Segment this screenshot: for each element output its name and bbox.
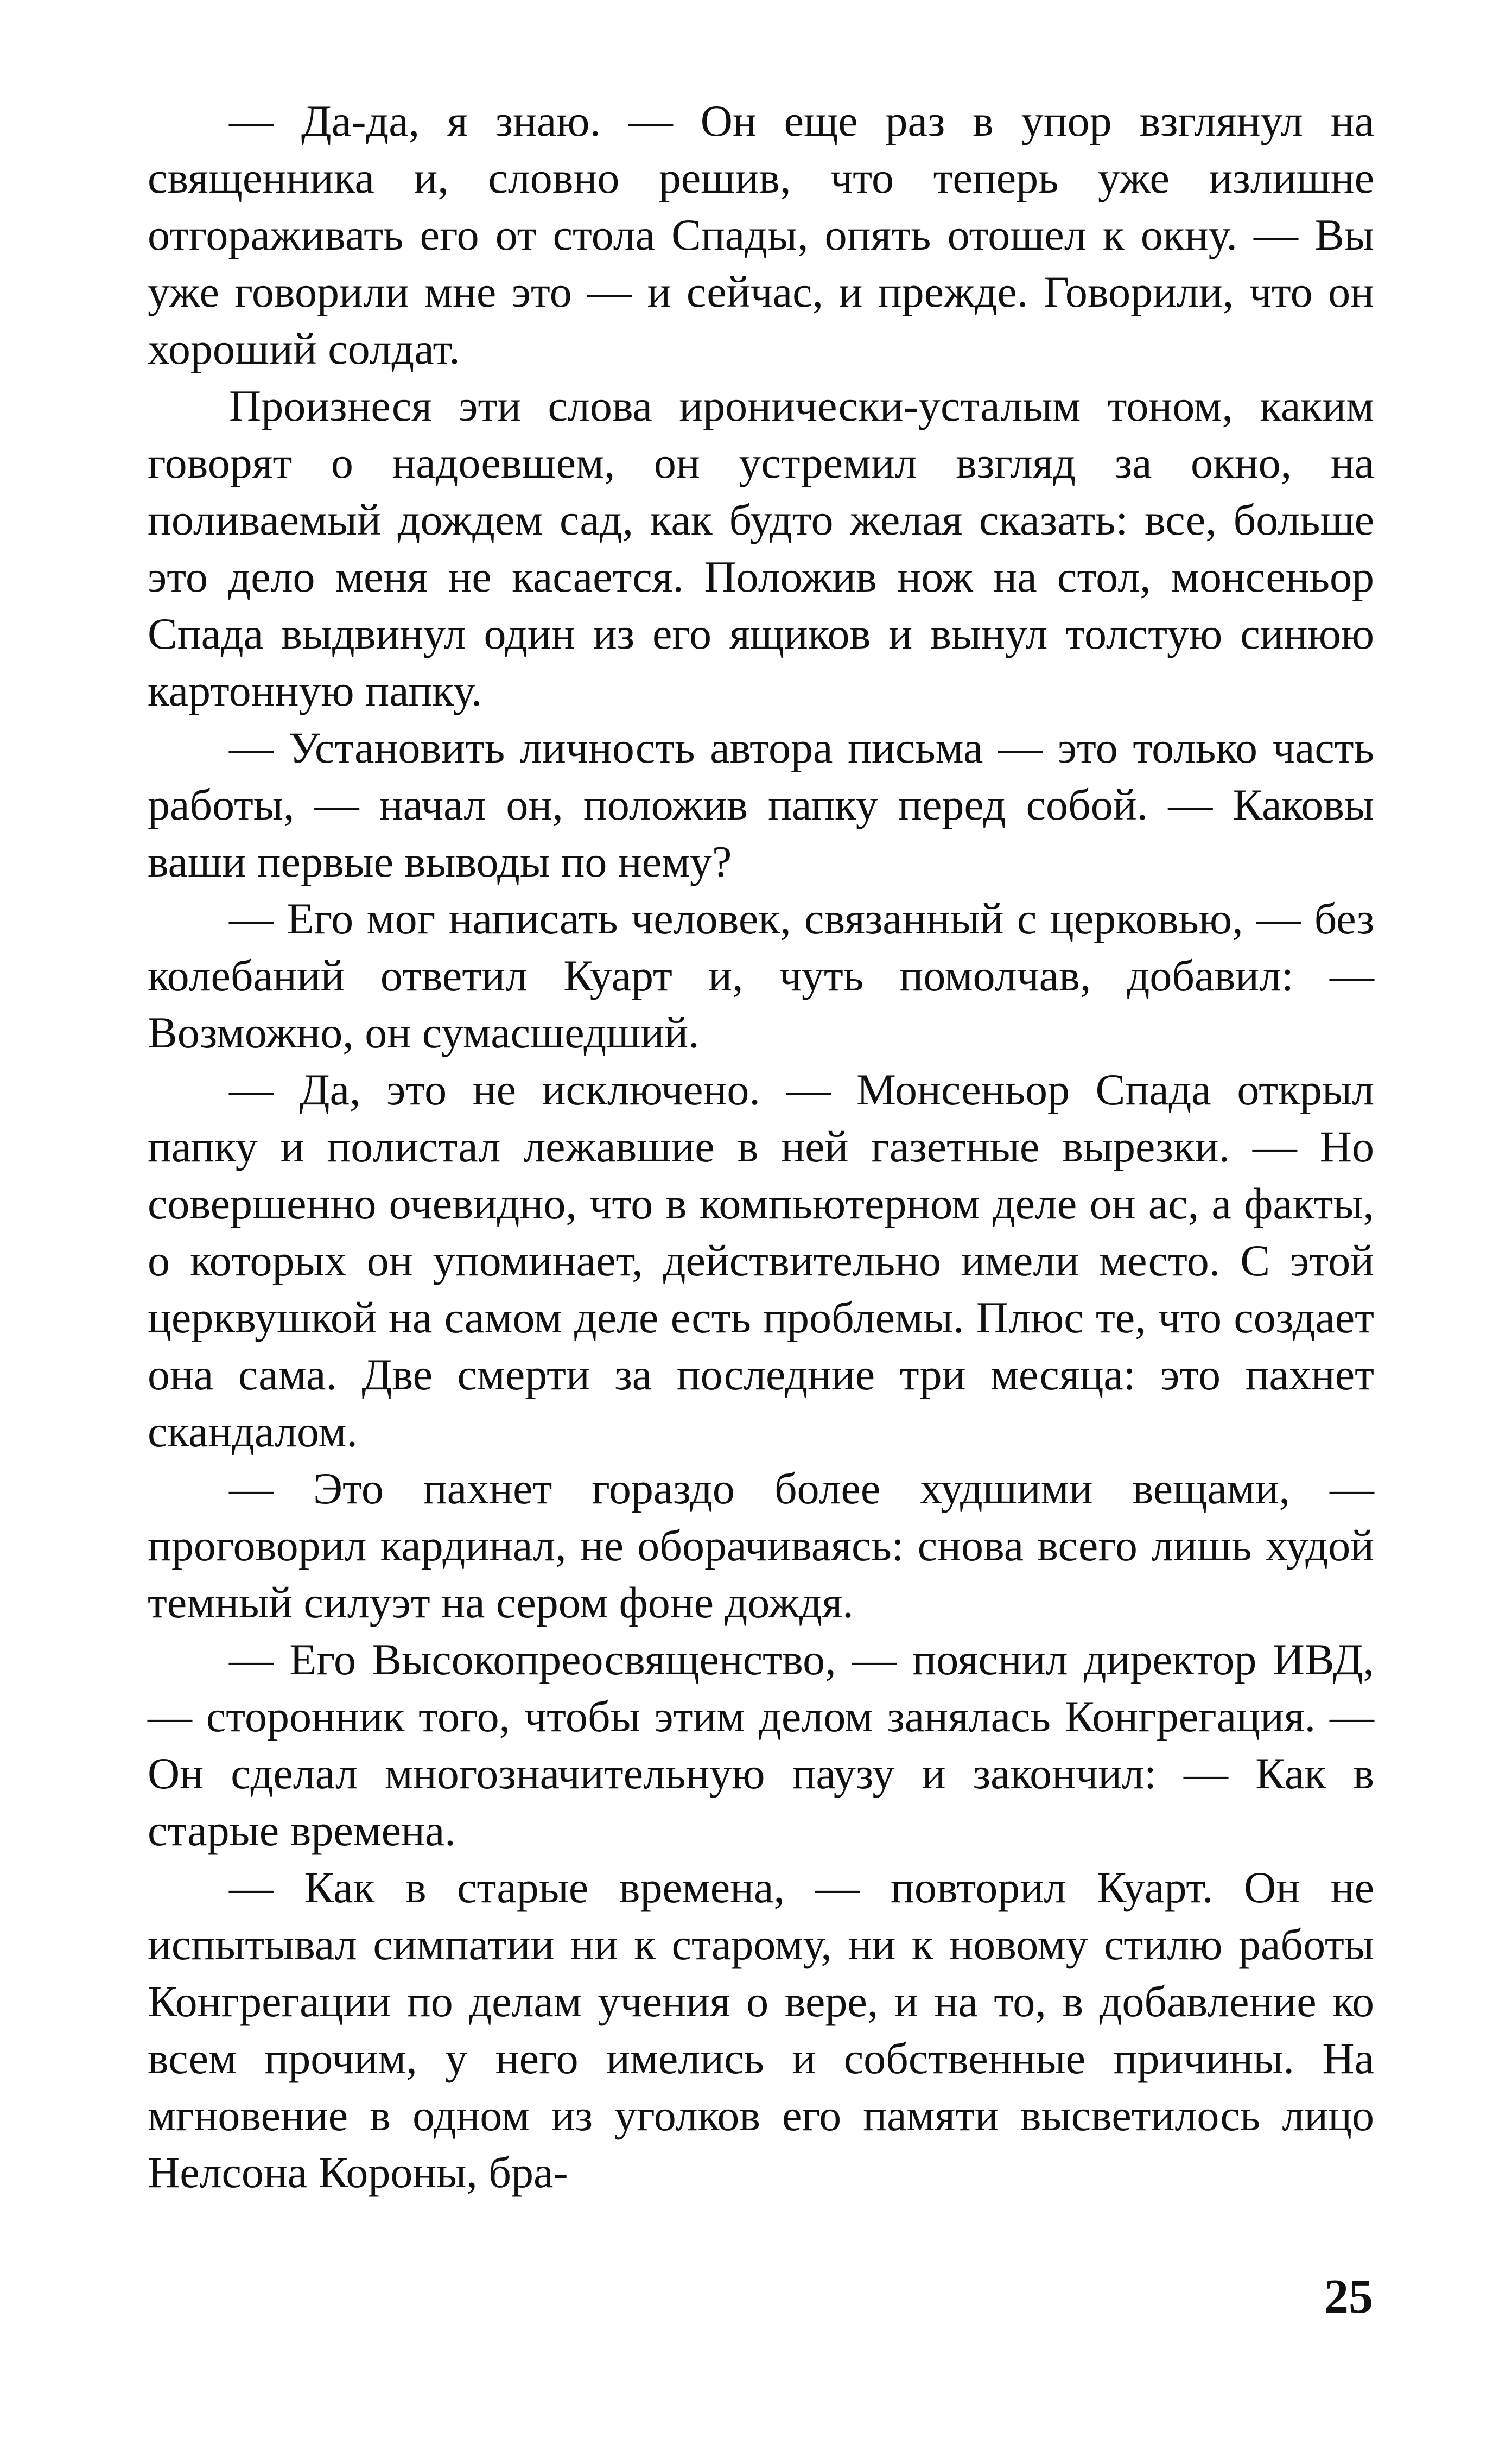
- paragraph-7: — Его Высокопреосвященство, — пояснил директор ИВД, — сторонник того, чтобы этим делом занялась Конгрегация. — Он сделал многозначительную паузу и закончил: — Как в старые времена.: [148, 1635, 1374, 1855]
- body-text: [148, 92, 1374, 2201]
- paragraph-8: — Как в старые времена, — повторил Куарт. Он не испытывал симпатии ни к старому, ни к новому стилю работы Конгрегации по делам учения о вере, и на то, в добавление ко всем прочим, у него имелись и собственные причины. На мгновение в одном из уголков его памяти высветилось лицо Нелсона Короны, бра-: [148, 1863, 1374, 2197]
- paragraph-6: — Это пахнет гораздо более худшими вещами, — проговорил кардинал, не оборачиваясь: снова всего лишь худой темный силуэт на сером фоне дождя.: [148, 1464, 1374, 1627]
- paragraph-4: — Его мог написать человек, связанный с церковью, — без колебаний ответил Куарт и, чуть помолчав, добавил: — Возможно, он сумасшедший.: [148, 894, 1374, 1057]
- paragraph-5: — Да, это не исключено. — Монсеньор Спада открыл папку и полистал лежавшие в ней газетные вырезки. — Но совершенно очевидно, что в компьютерном деле он ас, а факты, о которых он упоминает, действительно имели место. С этой церквушкой на самом деле есть проблемы. Плюс те, что создает она сама. Две смерти за последние три месяца: это пахнет скандалом.: [148, 1065, 1374, 1456]
- paragraph-3: — Установить личность автора письма — это только часть работы, — начал он, положив папку перед собой. — Каковы ваши первые выводы по нему?: [148, 723, 1374, 886]
- paragraph-2: Произнеся эти слова иронически-усталым тоном, каким говорят о надоевшем, он устремил взгляд за окно, на поливаемый дождем сад, как будто желая сказать: все, больше это дело меня не касается. Положив нож на стол, монсеньор Спада выдвинул один из его ящиков и вынул толстую синюю картонную папку.: [148, 381, 1374, 715]
- page-number: 25: [1324, 2270, 1373, 2323]
- paragraph-1: — Да-да, я знаю. — Он еще раз в упор взглянул на священника и, словно решив, что теперь уже излишне отгораживать его от стола Спады, опять отошел к окну. — Вы уже говорили мне это — и сейчас, и прежде. Говорили, что он хороший солдат.: [148, 96, 1374, 373]
